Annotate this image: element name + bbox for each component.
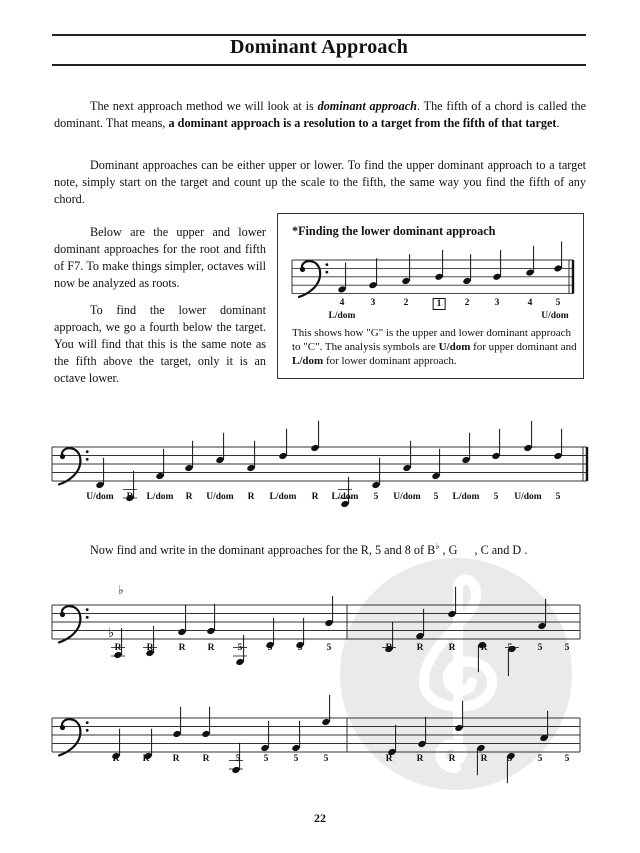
analysis-label: L/dom bbox=[269, 492, 297, 502]
analysis-label: 5 bbox=[326, 643, 332, 653]
analysis-label: R bbox=[114, 643, 122, 653]
analysis-label: 5 bbox=[564, 643, 570, 653]
analysis-label: R bbox=[480, 643, 488, 653]
analysis-label: 5 bbox=[263, 754, 269, 764]
analysis-label: 5 bbox=[267, 643, 273, 653]
analysis-label: R bbox=[448, 643, 456, 653]
exercise-instruction: Now find and write in the dominant approaches for the R, 5 and 8 of B♭ , G , C and D . bbox=[90, 541, 528, 558]
analysis-label: 2 bbox=[464, 298, 470, 308]
page-title: Dominant Approach bbox=[229, 36, 409, 58]
analysis-label: 4 bbox=[339, 298, 345, 308]
analysis-label: R bbox=[142, 754, 150, 764]
analysis-label: 3 bbox=[494, 298, 500, 308]
example-staff bbox=[0, 420, 640, 500]
analysis-label: R bbox=[385, 643, 393, 653]
bass-clef-icon bbox=[59, 448, 80, 484]
analysis-label: L/dom bbox=[328, 311, 356, 321]
analysis-label: L/dom bbox=[146, 492, 174, 502]
page-number: 22 bbox=[314, 811, 326, 825]
analysis-label: R bbox=[172, 754, 180, 764]
flat-sign: ♭ bbox=[108, 626, 115, 641]
analysis-label: 1 bbox=[433, 298, 446, 310]
analysis-label: 5 bbox=[293, 754, 299, 764]
analysis-label: 5 bbox=[493, 492, 499, 502]
intro-paragraph-3: Below are the upper and lower dominant approaches for the root and fifth of F7. To make things simpler, octaves will now be analyzed as roots. bbox=[54, 225, 266, 290]
analysis-label: 4 bbox=[527, 298, 533, 308]
analysis-label: R bbox=[202, 754, 210, 764]
analysis-label: R bbox=[385, 754, 393, 764]
analysis-label: 5 bbox=[237, 643, 243, 653]
analysis-label: 5 bbox=[537, 643, 543, 653]
analysis-label: 5 bbox=[555, 298, 561, 308]
bass-clef-icon bbox=[59, 606, 80, 642]
bass-clef-icon bbox=[299, 261, 320, 297]
analysis-label: U/dom bbox=[541, 311, 569, 321]
analysis-label: R bbox=[247, 492, 255, 502]
analysis-label: R bbox=[416, 754, 424, 764]
bass-clef-icon bbox=[59, 719, 80, 755]
analysis-label: R bbox=[448, 754, 456, 764]
intro-paragraph-2: Dominant approaches can be either upper or lower. To find the upper dominant approach to a target note, simply start on the target and count up the scale to the fifth, the same way you find the fifth of any chord. bbox=[54, 158, 586, 206]
header-rule-bottom bbox=[52, 64, 586, 66]
analysis-label: 5 bbox=[507, 643, 513, 653]
analysis-label: R bbox=[185, 492, 193, 502]
intro-paragraph-1: The next approach method we will look at is dominant approach. The fifth of a chord is called the dominant. That means, a dominant approach is a resolution to a target from the fifth of that target. bbox=[54, 99, 586, 130]
analysis-label: R bbox=[311, 492, 319, 502]
analysis-label: R bbox=[178, 643, 186, 653]
analysis-label: R bbox=[146, 643, 154, 653]
finding-lower-dominant-box bbox=[277, 213, 584, 379]
analysis-label: U/dom bbox=[514, 492, 542, 502]
analysis-label: 5 bbox=[537, 754, 543, 764]
analysis-label: 5 bbox=[555, 492, 561, 502]
box-caption: This shows how "G" is the upper and lower dominant approach to "C". The analysis symbols are U/dom for upper dominant and L/dom for lower dominant approach. bbox=[292, 327, 577, 367]
analysis-label: 5 bbox=[564, 754, 570, 764]
analysis-label: 5 bbox=[323, 754, 329, 764]
analysis-label: 2 bbox=[403, 298, 409, 308]
box-staff bbox=[278, 214, 585, 314]
analysis-label: 5 bbox=[433, 492, 439, 502]
analysis-label: R bbox=[207, 643, 215, 653]
analysis-label: L/dom bbox=[452, 492, 480, 502]
analysis-label: 5 bbox=[297, 643, 303, 653]
analysis-label: 5 bbox=[507, 754, 513, 764]
analysis-label: R bbox=[480, 754, 488, 764]
box-title: *Finding the lower dominant approach bbox=[292, 224, 496, 238]
analysis-label: U/dom bbox=[86, 492, 114, 502]
analysis-label: 3 bbox=[370, 298, 376, 308]
intro-paragraph-4: To find the lower dominant approach, we go a fourth below the target. You will find that this is the same note as the fifth above the target, only it is an octave lower. bbox=[54, 303, 266, 385]
analysis-label: R bbox=[126, 492, 134, 502]
analysis-label: R bbox=[112, 754, 120, 764]
analysis-label: U/dom bbox=[393, 492, 421, 502]
analysis-label: L/dom bbox=[331, 492, 359, 502]
analysis-label: R bbox=[416, 643, 424, 653]
analysis-label: 5 bbox=[373, 492, 379, 502]
flat-sign: ♭ bbox=[118, 583, 124, 597]
exercise-staff-2 bbox=[0, 698, 640, 778]
exercise-staff-1 bbox=[0, 578, 640, 668]
analysis-label: 5 bbox=[235, 754, 241, 764]
analysis-label: U/dom bbox=[206, 492, 234, 502]
